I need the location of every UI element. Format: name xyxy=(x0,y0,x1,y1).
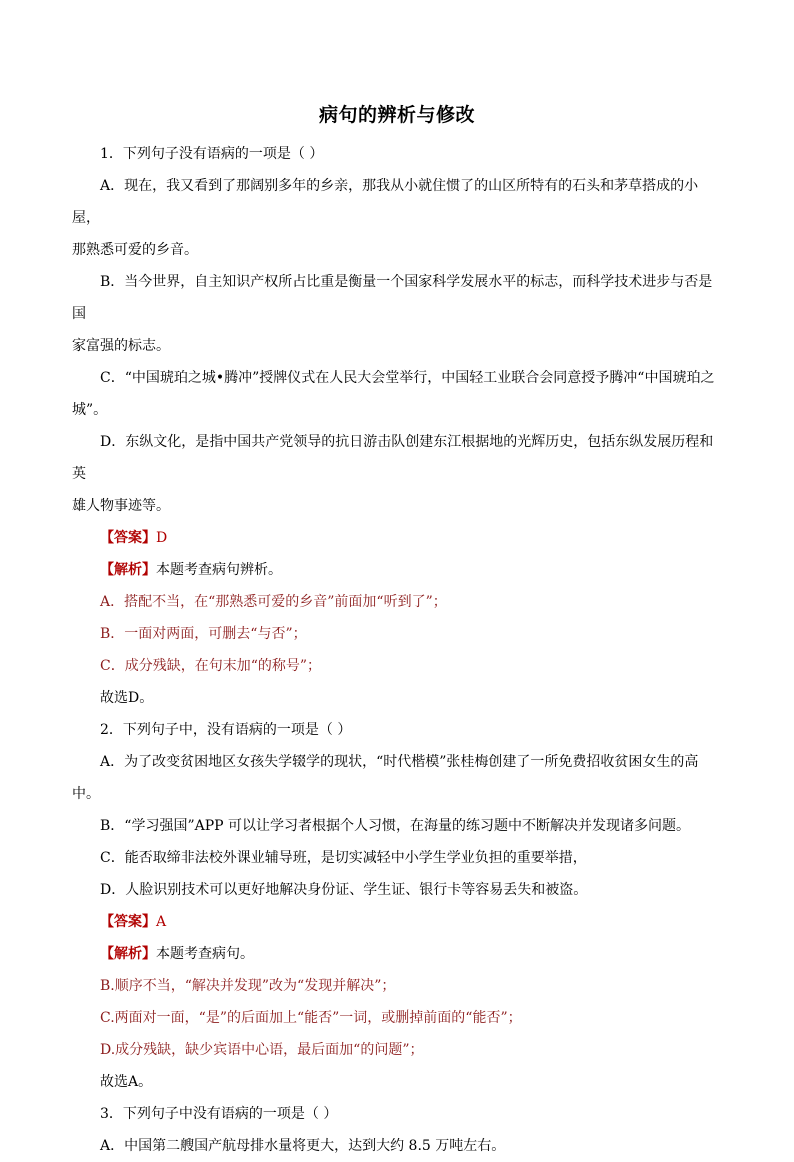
analysis-text: 本题考查病句辨析。 xyxy=(156,562,282,578)
q1-option-a-line1: A．现在，我又看到了那阔别多年的乡亲，那我从小就住惯了的山区所特有的石头和茅草搭成的小屋， xyxy=(72,178,699,226)
answer-value: D xyxy=(156,530,168,546)
q2-note-b: B.顺序不当，“解决并发现”改为“发现并解决”； xyxy=(100,978,396,994)
q1-analysis xyxy=(72,554,724,586)
answer-label: 【答案】 xyxy=(100,530,156,546)
analysis-label: 【解析】 xyxy=(100,946,156,962)
q1-option-b-line1: B．当今世界，自主知识产权所占比重是衡量一个国家科学发展水平的标志，而科学技术进步与否是国 xyxy=(72,274,713,322)
q2-note-d: D.成分残缺，缺少宾语中心语，最后面加“的问题”； xyxy=(100,1042,424,1058)
answer-label: 【答案】 xyxy=(100,914,156,930)
q1-note-c: C．成分残缺，在句末加“的称号”； xyxy=(100,658,322,674)
document-body xyxy=(72,138,724,1162)
q1-option-c-line2: 城”。 xyxy=(72,402,108,418)
q1-conclusion: 故选D。 xyxy=(100,690,154,706)
question-3-stem: 3．下列句子中没有语病的一项是（ ） xyxy=(100,1106,338,1122)
q1-option-a-line2: 那熟悉可爱的乡音。 xyxy=(72,242,198,258)
q2-option-d: D．人脸识别技术可以更好地解决身份证、学生证、银行卡等容易丢失和被盗。 xyxy=(100,882,588,898)
q2-option-c: C．能否取缔非法校外课业辅导班，是切实减轻中小学生学业负担的重要举措， xyxy=(100,850,587,866)
analysis-text: 本题考查病句。 xyxy=(156,946,254,962)
answer-value: A xyxy=(156,914,167,930)
q2-analysis xyxy=(72,938,724,970)
q2-option-b: B．“学习强国”APP 可以让学习者根据个人习惯，在海量的练习题中不断解决并发现诸多问题。 xyxy=(100,818,691,834)
page-title: 病句的辨析与修改 xyxy=(318,104,475,126)
q1-option-c-line1: C．“中国琥珀之城•腾冲”授牌仪式在人民大会堂举行，中国轻工业联合会同意授予腾冲“中国琥珀之 xyxy=(100,370,715,386)
q2-conclusion: 故选A。 xyxy=(100,1074,153,1090)
q3-option-a: A．中国第二艘国产航母排水量将更大，达到大约 8.5 万吨左右。 xyxy=(100,1138,506,1154)
q1-option-d-line1: D．东纵文化，是指中国共产党领导的抗日游击队创建东江根据地的光辉历史，包括东纵发展历程和英 xyxy=(72,434,714,482)
question-2-stem: 2．下列句子中，没有语病的一项是（ ） xyxy=(100,722,352,738)
q1-option-b-line2: 家富强的标志。 xyxy=(72,338,170,354)
q2-answer xyxy=(72,906,724,938)
analysis-label: 【解析】 xyxy=(100,562,156,578)
question-1-stem: 1．下列句子没有语病的一项是（ ） xyxy=(100,146,324,162)
q1-option-d-line2: 雄人物事迹等。 xyxy=(72,498,170,514)
q2-note-c: C.两面对一面，“是”的后面加上“能否”一词，或删掉前面的“能否”； xyxy=(100,1010,522,1026)
q2-option-a: A．为了改变贫困地区女孩失学辍学的现状，“时代楷模”张桂梅创建了一所免费招收贫困女生的高中。 xyxy=(72,754,699,802)
q1-note-b: B．一面对两面，可删去“与否”； xyxy=(100,626,307,642)
q1-answer xyxy=(72,522,724,554)
q1-note-a: A．搭配不当，在“那熟悉可爱的乡音”前面加“听到了”； xyxy=(100,594,447,610)
